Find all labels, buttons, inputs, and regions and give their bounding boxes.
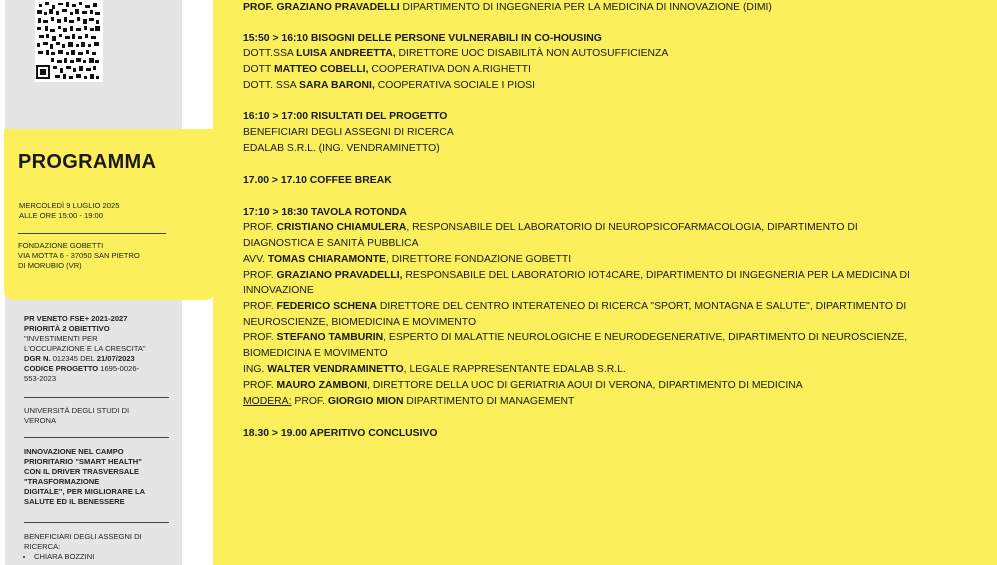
speaker-title: PROF. <box>243 380 277 391</box>
speaker-line <box>243 362 626 378</box>
divider <box>24 397 169 398</box>
speaker-line <box>243 268 910 284</box>
speaker-title: PROF. <box>291 396 328 407</box>
speaker-role: , LEGALE RAPPRESENTANTE EDALAB S.R.L. <box>403 364 626 375</box>
programma-card <box>4 129 215 300</box>
session-heading: 17:10 > 18:30 TAVOLA ROTONDA <box>243 207 407 218</box>
speaker-title: PROF. <box>243 301 277 312</box>
innovation-line: "TRASFORMAZIONE <box>24 477 100 486</box>
speaker-title: ING. <box>243 364 268 375</box>
programma-title: PROGRAMMA <box>18 151 157 173</box>
speaker-role: , DIRETTORE DELLA UOC DI GERIATRIA AOUI DI VERONA, DIPARTIMENTO DI MEDICINA <box>367 380 803 391</box>
funding-info <box>24 314 174 384</box>
session-heading: 16:10 > 17:00 RISULTATI DEL PROGETTO <box>243 111 448 122</box>
beneficiary-item: • CHIARA BOZZINI <box>34 552 174 562</box>
speaker-line <box>243 62 531 78</box>
speaker-role: , DIRETTORE FONDAZIONE GOBETTI <box>386 254 572 265</box>
speaker-role: COOPERATIVA SOCIALE I PIOSI <box>374 80 535 91</box>
speaker-name: LUISA ANDREETTA, <box>296 48 396 59</box>
speaker-title: DOTT <box>243 64 274 75</box>
speaker-role: COOPERATIVA DON A.RIGHETTI <box>368 64 531 75</box>
university-line: UNIVERSITÀ DEGLI STUDI DI <box>24 406 130 415</box>
project-code-value: 1695-0026- <box>98 364 140 373</box>
event-date-line: MERCOLEDÌ 9 LUGLIO 2025 <box>19 201 120 210</box>
speaker-title: AVV. <box>243 254 268 265</box>
innovation-line: PRIORITARIO "SMART HEALTH" <box>24 457 142 466</box>
speaker-role-cont: BIOMEDICINA E MOVIMENTO <box>243 348 388 359</box>
speaker-title: DOTT.SSA <box>243 48 297 59</box>
venue-line: FONDAZIONE GOBETTI <box>18 241 104 250</box>
speaker-line <box>243 46 668 62</box>
dgr-label: DGR N. <box>24 354 51 363</box>
venue-line: VIA MOTTA 6 - 37050 SAN PIETRO <box>18 251 140 260</box>
event-venue <box>18 241 168 271</box>
speaker-title: DOTT. SSA <box>243 80 300 91</box>
innovation-line: SALUTE ED IL BENESSERE <box>24 497 125 506</box>
moderator-label: MODERA: <box>243 396 292 407</box>
speaker-title: PROF. <box>243 332 277 343</box>
speaker-line <box>243 0 772 16</box>
speaker-name: WALTER VENDRAMINETTO <box>267 364 404 375</box>
speaker-line <box>243 252 571 268</box>
speaker-name: TOMAS CHIARAMONTE <box>267 254 386 265</box>
dgr-date: 21/07/2023 <box>96 354 135 363</box>
session-heading: 17.00 > 17.10 COFFEE BREAK <box>243 175 392 186</box>
speaker-role: DIPARTIMENTO DI MANAGEMENT <box>403 396 575 407</box>
speaker-role: , RESPONSABILE DEL LABORATORIO DI NEUROPSICOFARMACOLOGIA, DIPARTIMENTO DI <box>406 222 858 233</box>
funding-line: PR VENETO FSE+ 2021-2027 <box>24 314 128 323</box>
speaker-line <box>243 378 803 394</box>
speaker-role-cont: DIAGNOSTICA E SANITÀ PUBBLICA <box>243 238 419 249</box>
event-date <box>19 201 119 221</box>
speaker-name: GIORGIO MION <box>327 396 404 407</box>
project-code-cont: 553-2023 <box>24 374 57 383</box>
funding-line: "INVESTIMENTI PER <box>24 334 98 343</box>
divider <box>18 233 166 234</box>
beneficiaries-line: RICERCA: <box>24 542 61 551</box>
speaker-name: MATTEO COBELLI, <box>273 64 369 75</box>
moderator-line <box>243 394 574 410</box>
speaker-name: PROF. GRAZIANO PRAVADELLI <box>243 2 400 13</box>
event-time-line: ALLE ORE 15:00 - 19:00 <box>19 211 104 220</box>
project-code-line <box>24 364 174 374</box>
venue-line: DI MORUBIO (VR) <box>18 261 82 270</box>
speaker-title: PROF. <box>243 222 277 233</box>
innovation-line: DIGITALE", PER MIGLIORARE LA <box>24 487 146 496</box>
speaker-role-cont: NEUROSCIENZE, BIOMEDICINA E MOVIMENTO <box>243 317 477 328</box>
speaker-name: MAURO ZAMBONI <box>276 380 368 391</box>
session-detail: EDALAB S.R.L. (ING. VENDRAMINETTO) <box>243 143 440 154</box>
speaker-role-cont: INNOVAZIONE <box>243 285 314 296</box>
session-heading: 15:50 > 16:10 BISOGNI DELLE PERSONE VULNERABILI IN CO-HOUSING <box>243 33 602 44</box>
funding-line: PRIORITÀ 2 OBIETTIVO <box>24 324 110 333</box>
university-line: VERONA <box>24 416 57 425</box>
speaker-role: , ESPERTO DI MALATTIE NEUROLOGICHE E NEURODEGENERATIVE, DIPARTIMENTO DI NEUROSCIENZE, <box>383 332 908 343</box>
beneficiaries <box>24 532 174 562</box>
innovation-line: CON IL DRIVER TRASVERSALE <box>24 467 140 476</box>
speaker-role: DIPARTIMENTO DI INGEGNERIA PER LA MEDICINA DI INNOVAZIONE (DIMI) <box>399 2 772 13</box>
beneficiaries-list <box>24 552 174 562</box>
innovation-line: INNOVAZIONE NEL CAMPO <box>24 447 124 456</box>
speaker-role: RESPONSABILE DEL LABORATORIO IOT4CARE, DIPARTIMENTO DI INGEGNERIA PER LA MEDICINA DI <box>402 270 910 281</box>
speaker-name: CRISTIANO CHIAMULERA <box>276 222 407 233</box>
speaker-name: STEFANO TAMBURIN <box>276 332 384 343</box>
speaker-line <box>243 330 907 346</box>
innovation-statement <box>24 447 174 507</box>
qr-code[interactable] <box>35 0 103 82</box>
dgr-value: 012345 DEL <box>50 354 97 363</box>
speaker-line <box>243 299 906 315</box>
funding-line: L'OCCUPAZIONE E LA CRESCITA" <box>24 344 146 353</box>
speaker-name: GRAZIANO PRAVADELLI, <box>276 270 403 281</box>
speaker-name: FEDERICO SCHENA <box>276 301 377 312</box>
session-detail: BENEFICIARI DEGLI ASSEGNI DI RICERCA <box>243 127 454 138</box>
dgr-line <box>24 354 174 364</box>
speaker-role: DIRETTORE UOC DISABILITÀ NON AUTOSUFFICIENZA <box>395 48 669 59</box>
divider <box>24 522 169 523</box>
speaker-role: DIRETTORE DEL CENTRO INTERATENEO DI RICERCA "SPORT, MONTAGNA E SALUTE", DIPARTIMENTO DI <box>376 301 907 312</box>
university <box>24 406 174 426</box>
program-panel <box>213 0 997 565</box>
speaker-line <box>243 78 535 94</box>
project-code-label: CODICE PROGETTO <box>24 364 99 373</box>
speaker-title: PROF. <box>243 270 277 281</box>
divider <box>24 437 169 438</box>
speaker-name: SARA BARONI, <box>299 80 375 91</box>
speaker-line <box>243 220 858 236</box>
beneficiaries-line: BENEFICIARI DEGLI ASSEGNI DI <box>24 532 142 541</box>
session-heading: 18.30 > 19.00 APERITIVO CONCLUSIVO <box>243 428 438 439</box>
